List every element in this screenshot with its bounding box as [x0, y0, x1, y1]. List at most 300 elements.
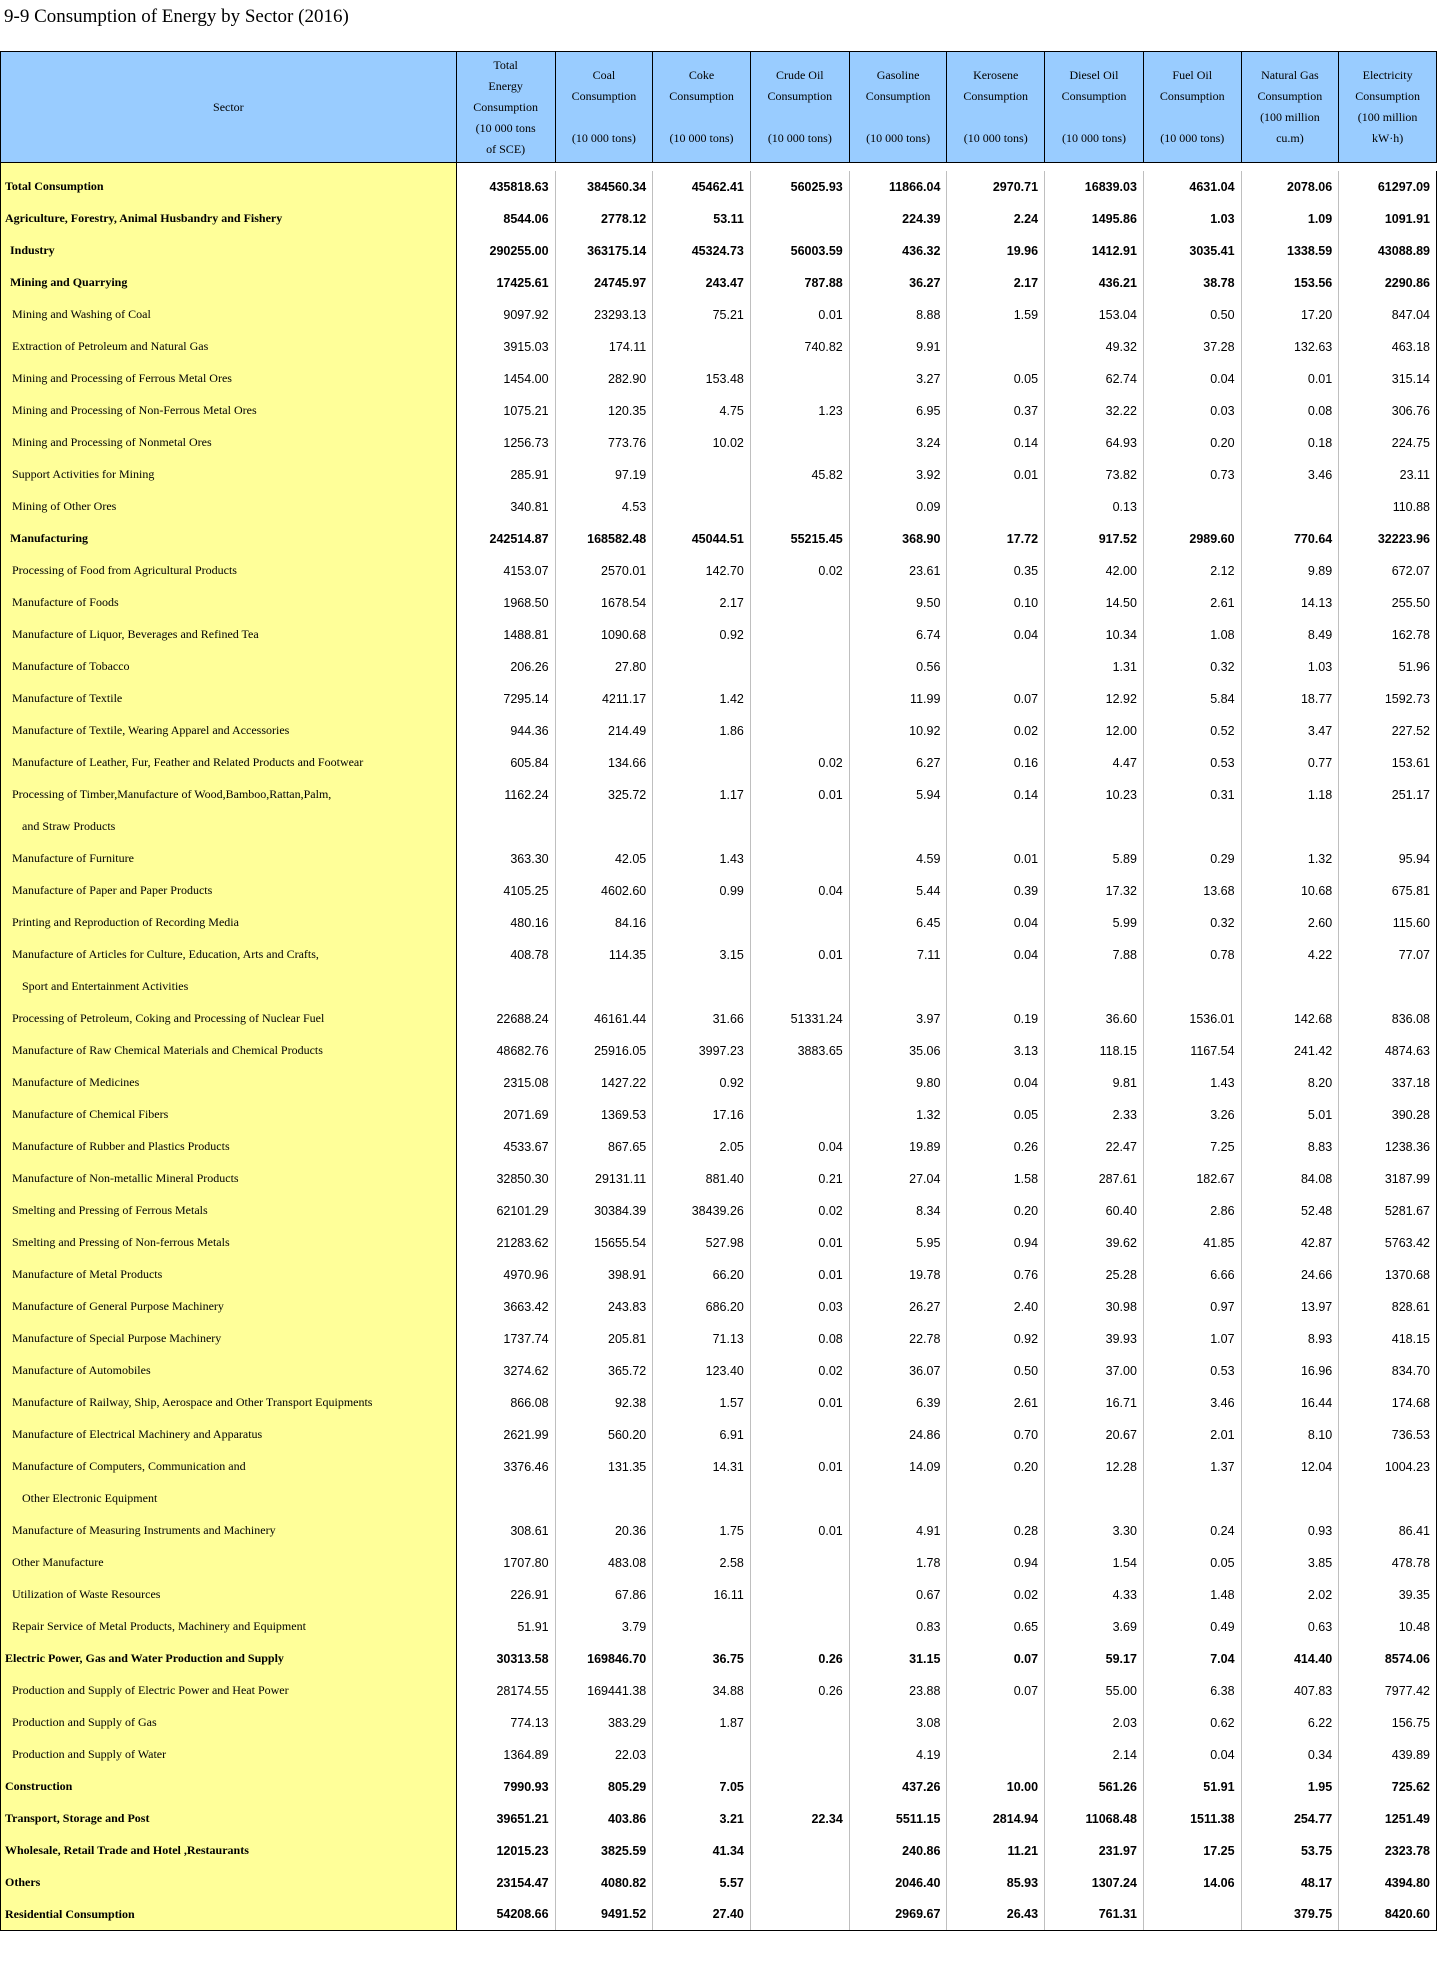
value-cell: 6.91 — [653, 1419, 751, 1451]
value-cell: 62.74 — [1045, 363, 1144, 395]
value-cell: 168582.48 — [555, 523, 653, 555]
value-cell: 3.85 — [1241, 1547, 1339, 1579]
value-cell: 37.00 — [1045, 1355, 1144, 1387]
value-cell: 7.05 — [653, 1771, 751, 1803]
value-cell: 132.63 — [1241, 331, 1339, 363]
value-cell: 836.08 — [1339, 1003, 1437, 1035]
value-cell: 23.61 — [849, 555, 947, 587]
value-cell: 4.33 — [1045, 1579, 1144, 1611]
value-cell — [947, 331, 1045, 363]
value-cell: 0.63 — [1241, 1611, 1339, 1643]
value-cell: 7295.14 — [456, 683, 555, 715]
value-cell: 2.05 — [653, 1131, 751, 1163]
table-row — [1, 235, 1437, 267]
value-cell: 0.32 — [1143, 907, 1241, 939]
value-cell: 3035.41 — [1143, 235, 1241, 267]
value-cell: 31.15 — [849, 1643, 947, 1675]
value-cell: 2.40 — [947, 1291, 1045, 1323]
value-cell: 115.60 — [1339, 907, 1437, 939]
sector-label: and Straw Products — [1, 811, 457, 843]
sector-label: Manufacture of Non-metallic Mineral Products — [1, 1163, 457, 1195]
value-cell: 0.04 — [750, 875, 849, 907]
value-cell: 306.76 — [1339, 395, 1437, 427]
sector-label: Processing of Food from Agricultural Products — [1, 555, 457, 587]
value-cell: 1364.89 — [456, 1739, 555, 1771]
column-header-line: Consumption — [963, 89, 1029, 103]
value-cell: 1737.74 — [456, 1323, 555, 1355]
value-cell: 2814.94 — [947, 1803, 1045, 1835]
table-row — [1, 1803, 1437, 1835]
value-cell: 605.84 — [456, 747, 555, 779]
value-cell: 0.37 — [947, 395, 1045, 427]
value-cell: 22.03 — [555, 1739, 653, 1771]
value-cell — [750, 491, 849, 523]
value-cell: 483.08 — [555, 1547, 653, 1579]
value-cell: 21283.62 — [456, 1227, 555, 1259]
column-header-line: Sector — [213, 99, 244, 114]
value-cell: 1.78 — [849, 1547, 947, 1579]
value-cell — [750, 619, 849, 651]
value-cell: 0.04 — [1143, 1739, 1241, 1771]
value-cell: 0.49 — [1143, 1611, 1241, 1643]
value-cell: 3.30 — [1045, 1515, 1144, 1547]
column-header — [947, 52, 1045, 163]
value-cell — [1339, 811, 1437, 843]
value-cell: 2.12 — [1143, 555, 1241, 587]
value-cell: 48.17 — [1241, 1867, 1339, 1899]
value-cell: 761.31 — [1045, 1899, 1144, 1931]
table-row — [1, 555, 1437, 587]
value-cell: 30.98 — [1045, 1291, 1144, 1323]
value-cell: 4394.80 — [1339, 1867, 1437, 1899]
sector-label: Manufacture of Foods — [1, 587, 457, 619]
value-cell: 0.73 — [1143, 459, 1241, 491]
table-row — [1, 395, 1437, 427]
column-header-line: Consumption — [1257, 89, 1323, 103]
value-cell — [750, 427, 849, 459]
sector-label: Manufacture of Special Purpose Machinery — [1, 1323, 457, 1355]
value-cell: 672.07 — [1339, 555, 1437, 587]
value-cell: 251.17 — [1339, 779, 1437, 811]
value-cell — [947, 1739, 1045, 1771]
value-cell: 0.52 — [1143, 715, 1241, 747]
value-cell: 3997.23 — [653, 1035, 751, 1067]
value-cell: 54208.66 — [456, 1899, 555, 1931]
value-cell: 45.82 — [750, 459, 849, 491]
value-cell: 439.89 — [1339, 1739, 1437, 1771]
value-cell — [750, 683, 849, 715]
value-cell: 16.44 — [1241, 1387, 1339, 1419]
value-cell: 242514.87 — [456, 523, 555, 555]
column-header-line: (10 000 tons) — [669, 131, 734, 145]
value-cell: 0.94 — [947, 1547, 1045, 1579]
value-cell: 8.49 — [1241, 619, 1339, 651]
value-cell: 0.26 — [947, 1131, 1045, 1163]
value-cell: 407.83 — [1241, 1675, 1339, 1707]
value-cell: 11866.04 — [849, 171, 947, 203]
value-cell: 41.85 — [1143, 1227, 1241, 1259]
value-cell — [653, 747, 751, 779]
value-cell: 0.03 — [1143, 395, 1241, 427]
value-cell: 3.69 — [1045, 1611, 1144, 1643]
value-cell: 17.32 — [1045, 875, 1144, 907]
value-cell: 10.02 — [653, 427, 751, 459]
spacer-cell — [849, 163, 947, 171]
table-row — [1, 1259, 1437, 1291]
value-cell: 0.70 — [947, 1419, 1045, 1451]
value-cell: 437.26 — [849, 1771, 947, 1803]
value-cell — [653, 1611, 751, 1643]
sector-label: Manufacture of Automobiles — [1, 1355, 457, 1387]
table-row — [1, 1547, 1437, 1579]
value-cell: 0.35 — [947, 555, 1045, 587]
value-cell: 4.47 — [1045, 747, 1144, 779]
value-cell: 36.07 — [849, 1355, 947, 1387]
value-cell: 0.18 — [1241, 427, 1339, 459]
value-cell: 10.23 — [1045, 779, 1144, 811]
table-row — [1, 1867, 1437, 1899]
value-cell: 0.34 — [1241, 1739, 1339, 1771]
value-cell — [1241, 491, 1339, 523]
value-cell — [947, 491, 1045, 523]
value-cell: 4.22 — [1241, 939, 1339, 971]
value-cell: 3.46 — [1241, 459, 1339, 491]
column-header-line: Coal — [592, 68, 616, 82]
sector-label: Manufacture of Liquor, Beverages and Refined Tea — [1, 619, 457, 651]
value-cell: 27.04 — [849, 1163, 947, 1195]
column-header-line — [850, 107, 947, 128]
value-cell: 0.05 — [947, 363, 1045, 395]
value-cell — [750, 1419, 849, 1451]
table-row — [1, 1483, 1437, 1515]
sector-label: Manufacture of Textile — [1, 683, 457, 715]
value-cell: 6.22 — [1241, 1707, 1339, 1739]
table-row — [1, 1579, 1437, 1611]
column-header-line — [1045, 107, 1143, 128]
column-header-line: (10 000 tons) — [866, 131, 931, 145]
value-cell: 12.00 — [1045, 715, 1144, 747]
value-cell: 7.25 — [1143, 1131, 1241, 1163]
column-header-line — [947, 107, 1044, 128]
value-cell: 3.24 — [849, 427, 947, 459]
value-cell: 0.50 — [1143, 299, 1241, 331]
value-cell: 0.01 — [750, 1259, 849, 1291]
value-cell: 0.31 — [1143, 779, 1241, 811]
value-cell: 9.91 — [849, 331, 947, 363]
value-cell: 39.93 — [1045, 1323, 1144, 1355]
value-cell: 0.04 — [947, 619, 1045, 651]
value-cell: 0.39 — [947, 875, 1045, 907]
value-cell: 22.47 — [1045, 1131, 1144, 1163]
sector-label: Support Activities for Mining — [1, 459, 457, 491]
value-cell: 2.03 — [1045, 1707, 1144, 1739]
value-cell: 36.75 — [653, 1643, 751, 1675]
table-row — [1, 299, 1437, 331]
value-cell: 1369.53 — [555, 1099, 653, 1131]
value-cell: 2.17 — [947, 267, 1045, 299]
value-cell: 0.19 — [947, 1003, 1045, 1035]
page-title: 9-9 Consumption of Energy by Sector (2016) — [4, 6, 349, 27]
value-cell: 97.19 — [555, 459, 653, 491]
value-cell: 30313.58 — [456, 1643, 555, 1675]
column-header-sector — [1, 52, 457, 163]
column-header-line: (10 000 tons) — [767, 131, 832, 145]
value-cell — [750, 1579, 849, 1611]
value-cell: 17.25 — [1143, 1835, 1241, 1867]
value-cell: 182.67 — [1143, 1163, 1241, 1195]
value-cell: 214.49 — [555, 715, 653, 747]
value-cell: 28174.55 — [456, 1675, 555, 1707]
table-row — [1, 1739, 1437, 1771]
value-cell: 1495.86 — [1045, 203, 1144, 235]
value-cell: 418.15 — [1339, 1323, 1437, 1355]
value-cell: 1370.68 — [1339, 1259, 1437, 1291]
value-cell: 59.17 — [1045, 1643, 1144, 1675]
value-cell: 3915.03 — [456, 331, 555, 363]
column-header-line: Consumption — [473, 99, 538, 114]
value-cell: 0.14 — [947, 779, 1045, 811]
value-cell: 0.02 — [750, 555, 849, 587]
value-cell: 153.04 — [1045, 299, 1144, 331]
value-cell: 1.09 — [1241, 203, 1339, 235]
value-cell — [1045, 1483, 1144, 1515]
value-cell: 4.91 — [849, 1515, 947, 1547]
value-cell: 16.11 — [653, 1579, 751, 1611]
value-cell: 5.89 — [1045, 843, 1144, 875]
value-cell: 2.17 — [653, 587, 751, 619]
value-cell: 120.35 — [555, 395, 653, 427]
value-cell — [1241, 811, 1339, 843]
sector-label: Construction — [1, 1771, 457, 1803]
sector-label: Mining and Quarrying — [1, 267, 457, 299]
column-header-line: (10 000 tons) — [963, 131, 1028, 145]
sector-label: Smelting and Pressing of Non-ferrous Metals — [1, 1227, 457, 1259]
sector-label: Wholesale, Retail Trade and Hotel ,Restaurants — [1, 1835, 457, 1867]
value-cell: 0.07 — [947, 1675, 1045, 1707]
table-row — [1, 363, 1437, 395]
value-cell — [1143, 1483, 1241, 1515]
value-cell — [456, 971, 555, 1003]
value-cell: 0.05 — [1143, 1547, 1241, 1579]
value-cell: 2323.78 — [1339, 1835, 1437, 1867]
value-cell: 4.75 — [653, 395, 751, 427]
value-cell — [750, 811, 849, 843]
value-cell: 36.27 — [849, 267, 947, 299]
value-cell: 0.67 — [849, 1579, 947, 1611]
value-cell: 0.07 — [947, 683, 1045, 715]
table-row — [1, 331, 1437, 363]
value-cell — [750, 651, 849, 683]
column-header-line: Natural Gas — [1261, 68, 1319, 82]
value-cell: 3.13 — [947, 1035, 1045, 1067]
value-cell: 39651.21 — [456, 1803, 555, 1835]
value-cell: 224.39 — [849, 203, 947, 235]
column-header-line: Energy — [488, 78, 523, 93]
value-cell: 3376.46 — [456, 1451, 555, 1483]
value-cell: 2.61 — [947, 1387, 1045, 1419]
value-cell: 8.34 — [849, 1195, 947, 1227]
table-row — [1, 1131, 1437, 1163]
value-cell: 17.20 — [1241, 299, 1339, 331]
value-cell: 1.32 — [849, 1099, 947, 1131]
value-cell: 73.82 — [1045, 459, 1144, 491]
column-header — [1241, 52, 1339, 163]
value-cell: 231.97 — [1045, 1835, 1144, 1867]
value-cell: 5763.42 — [1339, 1227, 1437, 1259]
value-cell: 0.32 — [1143, 651, 1241, 683]
value-cell: 3.15 — [653, 939, 751, 971]
value-cell: 787.88 — [750, 267, 849, 299]
value-cell — [1045, 811, 1144, 843]
value-cell: 0.20 — [947, 1195, 1045, 1227]
value-cell: 226.91 — [456, 1579, 555, 1611]
value-cell: 29131.11 — [555, 1163, 653, 1195]
value-cell: 3.21 — [653, 1803, 751, 1835]
value-cell: 162.78 — [1339, 619, 1437, 651]
sector-label: Electric Power, Gas and Water Production and Supply — [1, 1643, 457, 1675]
value-cell — [653, 651, 751, 683]
table-row — [1, 939, 1437, 971]
value-cell: 15655.54 — [555, 1227, 653, 1259]
value-cell: 12.28 — [1045, 1451, 1144, 1483]
value-cell: 75.21 — [653, 299, 751, 331]
value-cell: 53.75 — [1241, 1835, 1339, 1867]
value-cell: 6.74 — [849, 619, 947, 651]
value-cell: 0.01 — [750, 1451, 849, 1483]
value-cell: 0.01 — [1241, 363, 1339, 395]
value-cell: 23293.13 — [555, 299, 653, 331]
value-cell: 30384.39 — [555, 1195, 653, 1227]
value-cell: 1.23 — [750, 395, 849, 427]
value-cell — [750, 843, 849, 875]
column-header-line: of SCE) — [486, 141, 526, 156]
column-header — [653, 52, 751, 163]
value-cell: 123.40 — [653, 1355, 751, 1387]
value-cell: 174.11 — [555, 331, 653, 363]
spacer-row — [1, 163, 1437, 171]
sector-label: Agriculture, Forestry, Animal Husbandry and Fishery — [1, 203, 457, 235]
value-cell: 35.06 — [849, 1035, 947, 1067]
column-header-line: Coke — [688, 68, 715, 82]
value-cell: 478.78 — [1339, 1547, 1437, 1579]
value-cell: 38.78 — [1143, 267, 1241, 299]
table-body — [1, 163, 1437, 1931]
value-cell — [653, 1483, 751, 1515]
value-cell: 8420.60 — [1339, 1899, 1437, 1931]
value-cell: 527.98 — [653, 1227, 751, 1259]
spacer-cell — [947, 163, 1045, 171]
value-cell: 0.01 — [750, 779, 849, 811]
value-cell: 16.96 — [1241, 1355, 1339, 1387]
table-row — [1, 747, 1437, 779]
column-header-line — [751, 107, 849, 128]
sector-label: Mining and Processing of Nonmetal Ores — [1, 427, 457, 459]
value-cell — [555, 811, 653, 843]
column-header-line: Kerosene — [973, 68, 1019, 82]
value-cell: 53.11 — [653, 203, 751, 235]
value-cell: 20.67 — [1045, 1419, 1144, 1451]
value-cell: 67.86 — [555, 1579, 653, 1611]
value-cell: 48682.76 — [456, 1035, 555, 1067]
value-cell: 13.68 — [1143, 875, 1241, 907]
value-cell: 0.01 — [750, 1387, 849, 1419]
value-cell: 736.53 — [1339, 1419, 1437, 1451]
spacer-cell — [555, 163, 653, 171]
column-header-line: (10 000 tons) — [1160, 131, 1225, 145]
value-cell: 403.86 — [555, 1803, 653, 1835]
value-cell: 22.34 — [750, 1803, 849, 1835]
value-cell: 55215.45 — [750, 523, 849, 555]
value-cell: 25916.05 — [555, 1035, 653, 1067]
table-row — [1, 779, 1437, 811]
value-cell: 18.77 — [1241, 683, 1339, 715]
value-cell: 1.17 — [653, 779, 751, 811]
value-cell: 60.40 — [1045, 1195, 1144, 1227]
value-cell — [849, 971, 947, 1003]
value-cell: 1.57 — [653, 1387, 751, 1419]
value-cell: 227.52 — [1339, 715, 1437, 747]
value-cell: 7.11 — [849, 939, 947, 971]
table-row — [1, 683, 1437, 715]
value-cell — [750, 1707, 849, 1739]
value-cell: 7990.93 — [456, 1771, 555, 1803]
value-cell: 14.50 — [1045, 587, 1144, 619]
value-cell: 1004.23 — [1339, 1451, 1437, 1483]
value-cell: 66.20 — [653, 1259, 751, 1291]
table-row — [1, 1643, 1437, 1675]
value-cell: 379.75 — [1241, 1899, 1339, 1931]
value-cell: 1511.38 — [1143, 1803, 1241, 1835]
value-cell: 2778.12 — [555, 203, 653, 235]
value-cell: 368.90 — [849, 523, 947, 555]
value-cell: 0.50 — [947, 1355, 1045, 1387]
value-cell: 2315.08 — [456, 1067, 555, 1099]
value-cell: 2621.99 — [456, 1419, 555, 1451]
value-cell: 6.38 — [1143, 1675, 1241, 1707]
value-cell: 9.81 — [1045, 1067, 1144, 1099]
value-cell: 4602.60 — [555, 875, 653, 907]
value-cell: 308.61 — [456, 1515, 555, 1547]
value-cell: 10.00 — [947, 1771, 1045, 1803]
value-cell — [750, 1067, 849, 1099]
value-cell — [653, 1739, 751, 1771]
value-cell: 16.71 — [1045, 1387, 1144, 1419]
value-cell — [750, 203, 849, 235]
value-cell — [750, 1835, 849, 1867]
sector-label: Mining and Processing of Non-Ferrous Metal Ores — [1, 395, 457, 427]
value-cell: 3.08 — [849, 1707, 947, 1739]
value-cell: 3.46 — [1143, 1387, 1241, 1419]
value-cell: 37.28 — [1143, 331, 1241, 363]
value-cell: 56025.93 — [750, 171, 849, 203]
table-row — [1, 459, 1437, 491]
column-header-line: Fuel Oil — [1172, 68, 1213, 82]
value-cell: 45324.73 — [653, 235, 751, 267]
value-cell: 0.92 — [947, 1323, 1045, 1355]
value-cell: 6.39 — [849, 1387, 947, 1419]
spacer-cell — [1045, 163, 1144, 171]
value-cell: 6.95 — [849, 395, 947, 427]
header-row — [1, 52, 1437, 163]
value-cell: 9.80 — [849, 1067, 947, 1099]
column-header-line: Crude Oil — [775, 68, 824, 82]
value-cell: 0.01 — [947, 459, 1045, 491]
table-row — [1, 907, 1437, 939]
value-cell: 110.88 — [1339, 491, 1437, 523]
value-cell: 363175.14 — [555, 235, 653, 267]
value-cell: 23154.47 — [456, 1867, 555, 1899]
column-header-line: (100 million — [1357, 110, 1418, 124]
